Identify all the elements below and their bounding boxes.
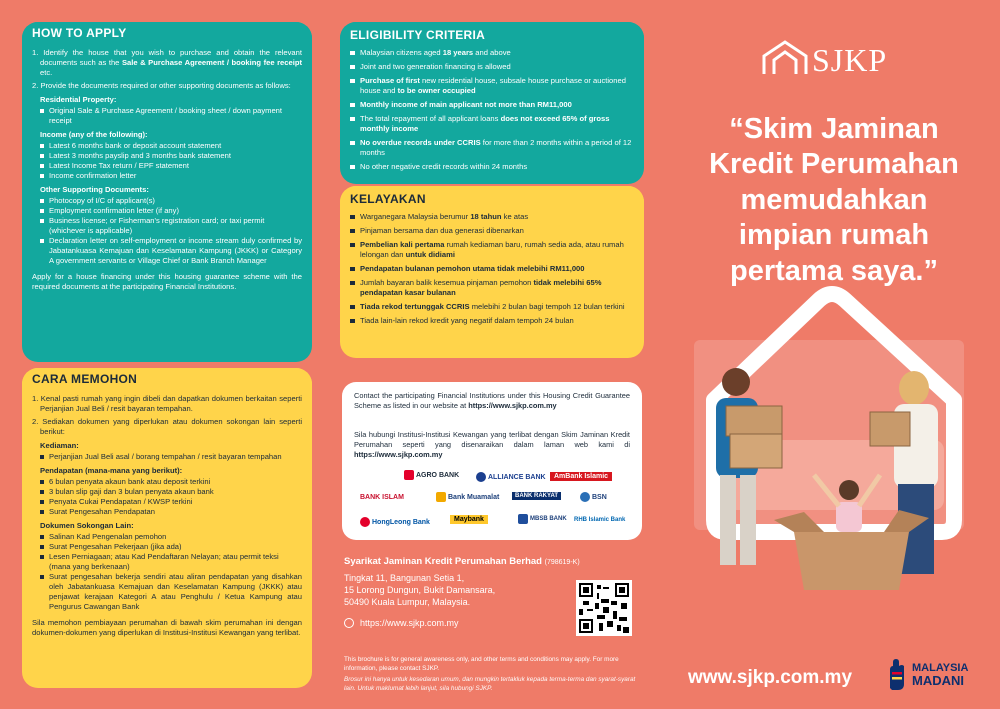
list-item: Penyata Cukai Pendapatan / KWSP terkini — [40, 497, 302, 507]
brand-website[interactable]: www.sjkp.com.my — [688, 667, 853, 688]
contact-card — [342, 382, 642, 540]
other-docs-title: Other Supporting Documents: — [40, 185, 149, 195]
sokongan-title: Dokumen Sokongan Lain: — [40, 521, 134, 531]
sokongan-list — [32, 532, 302, 612]
disclaimer-en: This brochure is for general awareness only, and other terms and conditions may apply. For more information, please contact SJKP. — [344, 656, 619, 672]
madani-hand-icon — [886, 658, 908, 692]
bank-rakyat-logo: BANK RAKYAT — [512, 492, 561, 500]
list-item: Monthly income of main applicant not more than RM11,000 — [350, 100, 634, 110]
list-item: 6 bulan penyata akaun bank atau deposit terkini — [40, 477, 302, 487]
list-item: The total repayment of all applicant loans does not exceed 65% of gross monthly income — [350, 114, 634, 134]
list-item: Latest Income Tax return / EPF statement — [40, 161, 302, 171]
madani-line-1: MALAYSIA — [912, 662, 969, 674]
list-item: Jumlah bayaran balik kesemua pinjaman pemohon tidak melebihi 65% pendapatan kasar bulanan — [350, 278, 634, 298]
list-item: Malaysian citizens aged 18 years and above — [350, 48, 634, 58]
company-address: Tingkat 11, Bangunan Setia 1, 15 Lorong Dungun, Bukit Damansara, 50490 Kuala Lumpur, Malaysia. — [344, 573, 496, 608]
residential-title: Residential Property: — [40, 95, 117, 105]
cara-memohon-step1: 1. Kenal pasti rumah yang ingin dibeli dan dapatkan dokumen berkaitan seperti Perjanjian Jual Beli / resit bayaran tempahan. — [32, 394, 302, 414]
list-item: Perjanjian Jual Beli asal / borang tempahan / resit bayaran tempahan — [40, 452, 302, 462]
disclaimer — [344, 656, 644, 694]
other-docs-list — [32, 196, 302, 266]
qr-code[interactable] — [576, 580, 632, 636]
list-item: No overdue records under CCRIS for more than 2 months within a period of 12 months — [350, 138, 634, 158]
list-item: Photocopy of I/C of applicant(s) — [40, 196, 302, 206]
how-to-apply-step1: 1. Identify the house that you wish to purchase and obtain the relevant documents such as the Sale & Purchase Agreement / booking fee receipt etc. — [32, 48, 303, 78]
contact-url-bm[interactable]: https://www.sjkp.com.my — [354, 449, 443, 459]
list-item: Surat Pengesahan Pekerjaan (jika ada) — [40, 542, 302, 552]
list-item: Employment confirmation letter (if any) — [40, 206, 302, 216]
kediaman-title: Kediaman: — [40, 441, 79, 451]
alliance-bank-logo: ALLIANCE BANK — [476, 472, 546, 482]
list-item: Surat pengesahan bekerja sendiri atau aliran pendapatan yang disahkan oleh Jabatankuasa Kemajuan dan Keselamatan Kampung (JKKK) atau penjawat kerajaan Kategori A atau Penghulu / Ketua Kampung atau Pengurus Cawangan Bank — [40, 572, 302, 612]
list-item: Latest 6 months bank or deposit account statement — [40, 141, 302, 151]
list-item: Pendapatan bulanan pemohon utama tidak melebihi RM11,000 — [350, 264, 634, 274]
list-item: Pembelian kali pertama rumah kediaman baru, rumah sedia ada, atau rumah lelongan dan untuk didiami — [350, 240, 634, 260]
bank-muamalat-logo: Bank Muamalat — [436, 492, 499, 502]
agrobank-logo: AGRO BANK — [404, 470, 459, 480]
how-to-apply-title: HOW TO APPLY — [22, 22, 312, 44]
maybank-logo: Maybank — [450, 515, 488, 524]
sjkp-logo — [762, 40, 887, 76]
list-item: Purchase of first new residential house, subsale house purchase or auctioned house and to be owner occupied — [350, 76, 634, 96]
house-logo-icon — [762, 40, 808, 76]
bsn-logo: BSN — [580, 492, 607, 502]
eligibility-title: ELIGIBILITY CRITERIA — [340, 22, 644, 46]
list-item: Tiada rekod tertunggak CCRIS melebihi 2 bulan bagi tempoh 12 bulan terkini — [350, 302, 634, 312]
income-list — [32, 141, 302, 181]
kediaman-list — [32, 452, 302, 462]
eligibility-list — [340, 46, 644, 182]
list-item: Salinan Kad Pengenalan pemohon — [40, 532, 302, 542]
list-item: 3 bulan slip gaji dan 3 bulan penyata akaun bank — [40, 487, 302, 497]
sjkp-logo-text: SJKP — [812, 42, 888, 78]
list-item: Original Sale & Purchase Agreement / booking sheet / down payment receipt — [40, 106, 302, 126]
contact-text-bm: Sila hubungi Institusi-Institusi Kewangan yang terlibat dengan Skim Jaminan Kredit Perumahan seperti yang disenaraikan dalam laman web kami di https://www.sjkp.com.my — [354, 430, 630, 459]
list-item: Business license; or Fisherman's registration card; or taxi permit (whichever is applicable) — [40, 216, 302, 236]
tagline-quote: “Skim Jaminan Kredit Perumahan memudahkan impian rumah pertama saya.” — [709, 113, 959, 287]
qr-code-icon — [579, 583, 629, 633]
company-website[interactable]: https://www.sjkp.com.my — [360, 618, 459, 629]
eligibility-panel — [340, 22, 644, 184]
mbsb-bank-logo: MBSB BANK — [518, 514, 567, 524]
bank-islam-logo: BANK ISLAM — [360, 494, 404, 501]
ambank-islamic-logo: AmBank Islamic — [550, 472, 612, 481]
disclaimer-bm: Brosur ini hanya untuk kesedaran umum, dan mungkin tertakluk kepada terma-terma dan syarat-syarat lain. Untuk maklumat lebih lanjut, sila hubungi SJKP. — [344, 676, 636, 692]
kelayakan-panel — [340, 186, 644, 358]
list-item: Income confirmation letter — [40, 171, 302, 181]
hong-leong-bank-logo: HongLeong Bank — [360, 517, 430, 527]
malaysia-madani-logo — [886, 658, 968, 692]
list-item: No other negative credit records within 24 months — [350, 162, 634, 172]
rhb-islamic-logo: RHB Islamic Bank — [574, 517, 626, 523]
madani-line-2: MADANI — [912, 673, 964, 688]
cara-memohon-panel — [22, 368, 312, 688]
list-item: Surat Pengesahan Pendapatan — [40, 507, 302, 517]
list-item: Latest 3 months payslip and 3 months bank statement — [40, 151, 302, 161]
pendapatan-list — [32, 477, 302, 517]
contact-url-en[interactable]: https://www.sjkp.com.my — [468, 400, 557, 410]
cara-memohon-step2: 2. Sediakan dokumen yang diperlukan atau dokumen sokongan lain seperti berikut: — [32, 417, 302, 437]
pendapatan-title: Pendapatan (mana-mana yang berikut): — [40, 466, 183, 476]
family-house-illustration — [684, 270, 984, 630]
how-to-apply-footer: Apply for a house financing under this housing guarantee scheme with the required documents at the participating Financial Institutions. — [32, 272, 302, 292]
list-item: Warganegara Malaysia berumur 18 tahun ke atas — [350, 212, 634, 222]
cara-memohon-title: CARA MEMOHON — [22, 368, 312, 390]
how-to-apply-step2: 2. Provide the documents required or other supporting documents as follows: — [32, 81, 291, 91]
company-name: Syarikat Jaminan Kredit Perumahan Berhad (798619-K) — [344, 556, 580, 567]
list-item: Joint and two generation financing is allowed — [350, 62, 634, 72]
cara-memohon-footer: Sila memohon pembiayaan perumahan di bawah skim perumahan ini dengan dokumen-dokumen yang diperlukan di Institusi-Institusi Kewangan yang terlibat. — [32, 618, 302, 638]
list-item: Tiada lain-lain rekod kredit yang negatif dalam tempoh 24 bulan — [350, 316, 634, 326]
residential-list — [32, 106, 302, 126]
contact-text-en: Contact the participating Financial Institutions under this Housing Credit Guarantee Scheme as listed in our website at https://www.sjkp.com.my — [354, 391, 630, 410]
kelayakan-title: KELAYAKAN — [340, 186, 644, 210]
kelayakan-list — [340, 210, 644, 336]
how-to-apply-panel — [22, 22, 312, 362]
globe-icon — [344, 618, 354, 628]
list-item: Pinjaman bersama dan dua generasi dibenarkan — [350, 226, 634, 236]
income-title: Income (any of the following): — [40, 130, 148, 140]
list-item: Lesen Perniagaan; atau Kad Pendaftaran Nelayan; atau permit teksi (mana yang berkenaan) — [40, 552, 302, 572]
list-item: Declaration letter on self-employment or income stream duly confirmed by Jabatankuasa Kemajuan dan Keselamatan Kampung (JKKK) or Category A government servants or Village Chief or Bank Branch Manager — [40, 236, 302, 266]
